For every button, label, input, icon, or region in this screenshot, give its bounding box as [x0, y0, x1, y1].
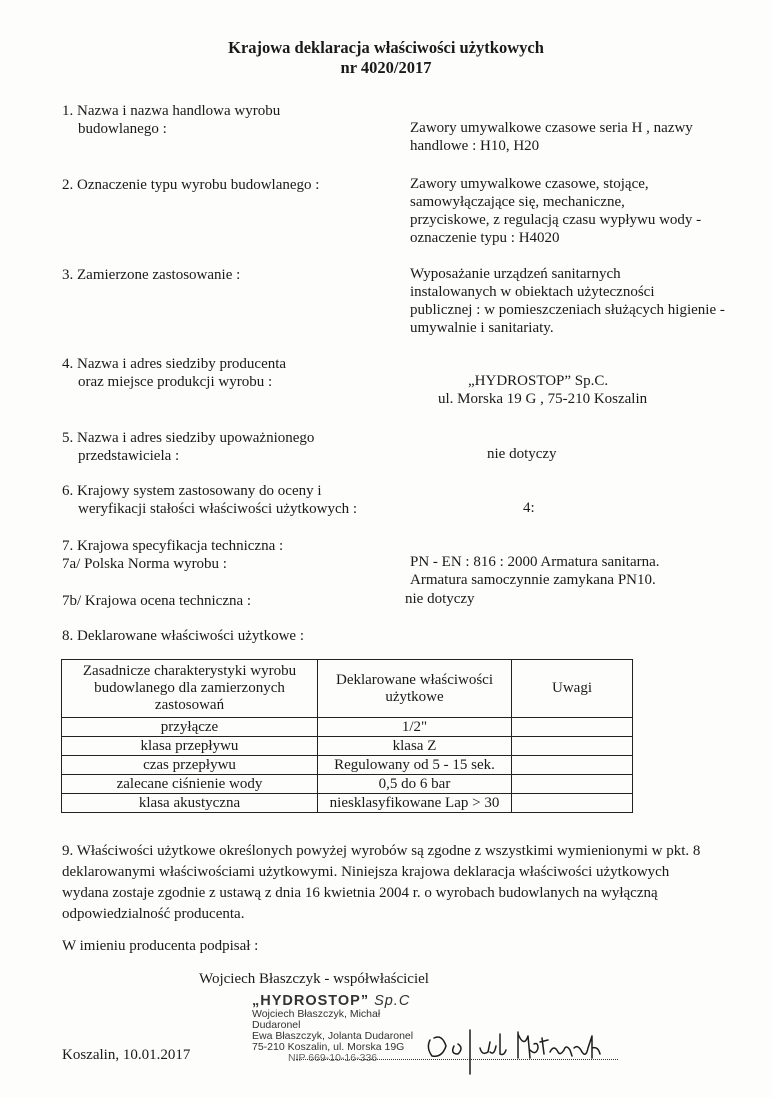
table-header-row: [62, 660, 633, 718]
item1-value: Zawory umywalkowe czasowe seria H , nazwy: [410, 120, 693, 136]
header-declared: [318, 660, 512, 718]
header-declared-line1: Deklarowane właściwości: [335, 671, 494, 688]
item4-label: 4. Nazwa i adres siedziby producenta: [62, 356, 287, 372]
item3-label: 3. Zamierzone zastosowanie :: [62, 267, 241, 283]
company-stamp: [252, 993, 422, 1064]
header-notes: Uwagi: [512, 660, 633, 718]
item4-address: ul. Morska 19 G , 75-210 Koszalin: [438, 391, 648, 407]
item2-label: 2. Oznaczenie typu wyrobu budowlanego :: [62, 177, 320, 193]
header-characteristics-line3: zastosowań: [154, 697, 225, 713]
cell-characteristic: przyłącze: [62, 718, 318, 737]
item3-value-2: instalowanych w obiektach użyteczności: [410, 284, 655, 300]
item2-value-1: Zawory umywalkowe czasowe, stojące,: [410, 176, 649, 192]
statement-line2: deklarowanymi właściwościami użytkowymi. Niniejsza krajowa deklaracja właściwości użytkowych: [62, 864, 670, 880]
cell-declared: klasa Z: [318, 737, 512, 756]
item7a-value-1: PN - EN : 816 : 2000 Armatura sanitarna.: [410, 554, 660, 570]
table-row: [62, 737, 633, 756]
signed-by-label: W imieniu producenta podpisał :: [62, 938, 259, 954]
stamp-line1: Wojciech Błaszczyk, Michał Dudaronel: [252, 1008, 381, 1031]
header-characteristics-line2: budowlanego dla zamierzonych: [94, 680, 285, 696]
item8-label: 8. Deklarowane właściwości użytkowe :: [62, 628, 305, 644]
place-date: Koszalin, 10.01.2017: [62, 1047, 191, 1063]
item4-company-name: „HYDROSTOP” Sp.C.: [468, 373, 609, 389]
cell-notes: [512, 756, 633, 775]
item1-label: 1. Nazwa i nazwa handlowa wyrobu: [62, 103, 281, 119]
stamp-company-suffix: Sp.C: [374, 993, 411, 1009]
stamp-line4: NIP 669-10-16-336: [288, 1052, 378, 1064]
header-characteristics-line1: Zasadnicze charakterystyki wyrobu: [82, 663, 297, 679]
item3-value-4: umywalnie i sanitariaty.: [410, 320, 554, 336]
cell-characteristic: czas przepływu: [62, 756, 318, 775]
cell-notes: [512, 775, 633, 794]
document-number: nr 4020/2017: [340, 58, 432, 77]
item2-value-3: przyciskowe, z regulacją czasu wypływu wody -: [410, 212, 702, 228]
item6-value: 4:: [523, 500, 535, 516]
cell-declared: Regulowany od 5 - 15 sek.: [318, 756, 512, 775]
cell-characteristic: zalecane ciśnienie wody: [62, 775, 318, 794]
stamp-company: [252, 993, 422, 1009]
cell-declared: 0,5 do 6 bar: [318, 775, 512, 794]
item7b-value: nie dotyczy: [405, 591, 475, 607]
item1-value-cont: handlowe : H10, H20: [410, 138, 540, 154]
cell-characteristic: klasa akustyczna: [62, 794, 318, 813]
item2-value-4: oznaczenie typu : H4020: [410, 230, 560, 246]
stamp-line3: 75-210 Koszalin, ul. Morska 19G: [252, 1041, 405, 1053]
item7a-value-2: Armatura samoczynnie zamykana PN10.: [410, 572, 656, 588]
signer-name: Wojciech Błaszczyk - współwłaściciel: [199, 971, 429, 987]
table-row: [62, 794, 633, 813]
item5-value: nie dotyczy: [487, 446, 557, 462]
table-row: [62, 718, 633, 737]
stamp-company-name: „HYDROSTOP”: [252, 993, 375, 1009]
cell-declared: 1/2": [318, 718, 512, 737]
table-row: [62, 756, 633, 775]
cell-declared: niesklasyfikowane Lap > 30: [318, 794, 512, 813]
item3-value-3: publicznej : w pomieszczeniach służących higienie -: [410, 302, 725, 318]
properties-table: [61, 659, 633, 813]
item1-label-cont: budowlanego :: [78, 121, 167, 137]
item5-label: 5. Nazwa i adres siedziby upoważnionego: [62, 430, 315, 446]
cell-notes: [512, 737, 633, 756]
item3-value-1: Wyposażanie urządzeń sanitarnych: [410, 266, 621, 282]
statement-line3: wydana zostaje zgodnie z ustawą z dnia 16 kwietnia 2004 r. o wyrobach budowlanych na wyłączną: [62, 885, 658, 901]
document-title: Krajowa deklaracja właściwości użytkowych: [228, 38, 544, 57]
stamp-line2: Ewa Błaszczyk, Jolanta Dudaronel: [252, 1030, 414, 1042]
cell-notes: [512, 718, 633, 737]
item7a-label: 7a/ Polska Norma wyrobu :: [62, 556, 227, 572]
handwritten-signature: [420, 1018, 620, 1078]
statement-line1: 9. Właściwości użytkowe określonych powyżej wyrobów są zgodne z wszystkimi wymienionymi w pkt. 8: [62, 843, 701, 859]
item6-label-cont: weryfikacji stałości właściwości użytkowych :: [78, 501, 358, 517]
table-row: [62, 775, 633, 794]
header-declared-line2: użytkowe: [385, 688, 444, 705]
item6-label: 6. Krajowy system zastosowany do oceny i: [62, 483, 322, 499]
item5-label-cont: przedstawiciela :: [78, 448, 180, 464]
cell-notes: [512, 794, 633, 813]
item7b-label: 7b/ Krajowa ocena techniczna :: [62, 593, 252, 609]
item2-value-2: samowyłączające się, mechaniczne,: [410, 194, 625, 210]
item7-label: 7. Krajowa specyfikacja techniczna :: [62, 538, 284, 554]
header-characteristics: [62, 660, 318, 718]
item4-label-cont: oraz miejsce produkcji wyrobu :: [78, 374, 273, 390]
cell-characteristic: klasa przepływu: [62, 737, 318, 756]
statement-line4: odpowiedzialność producenta.: [62, 906, 245, 922]
